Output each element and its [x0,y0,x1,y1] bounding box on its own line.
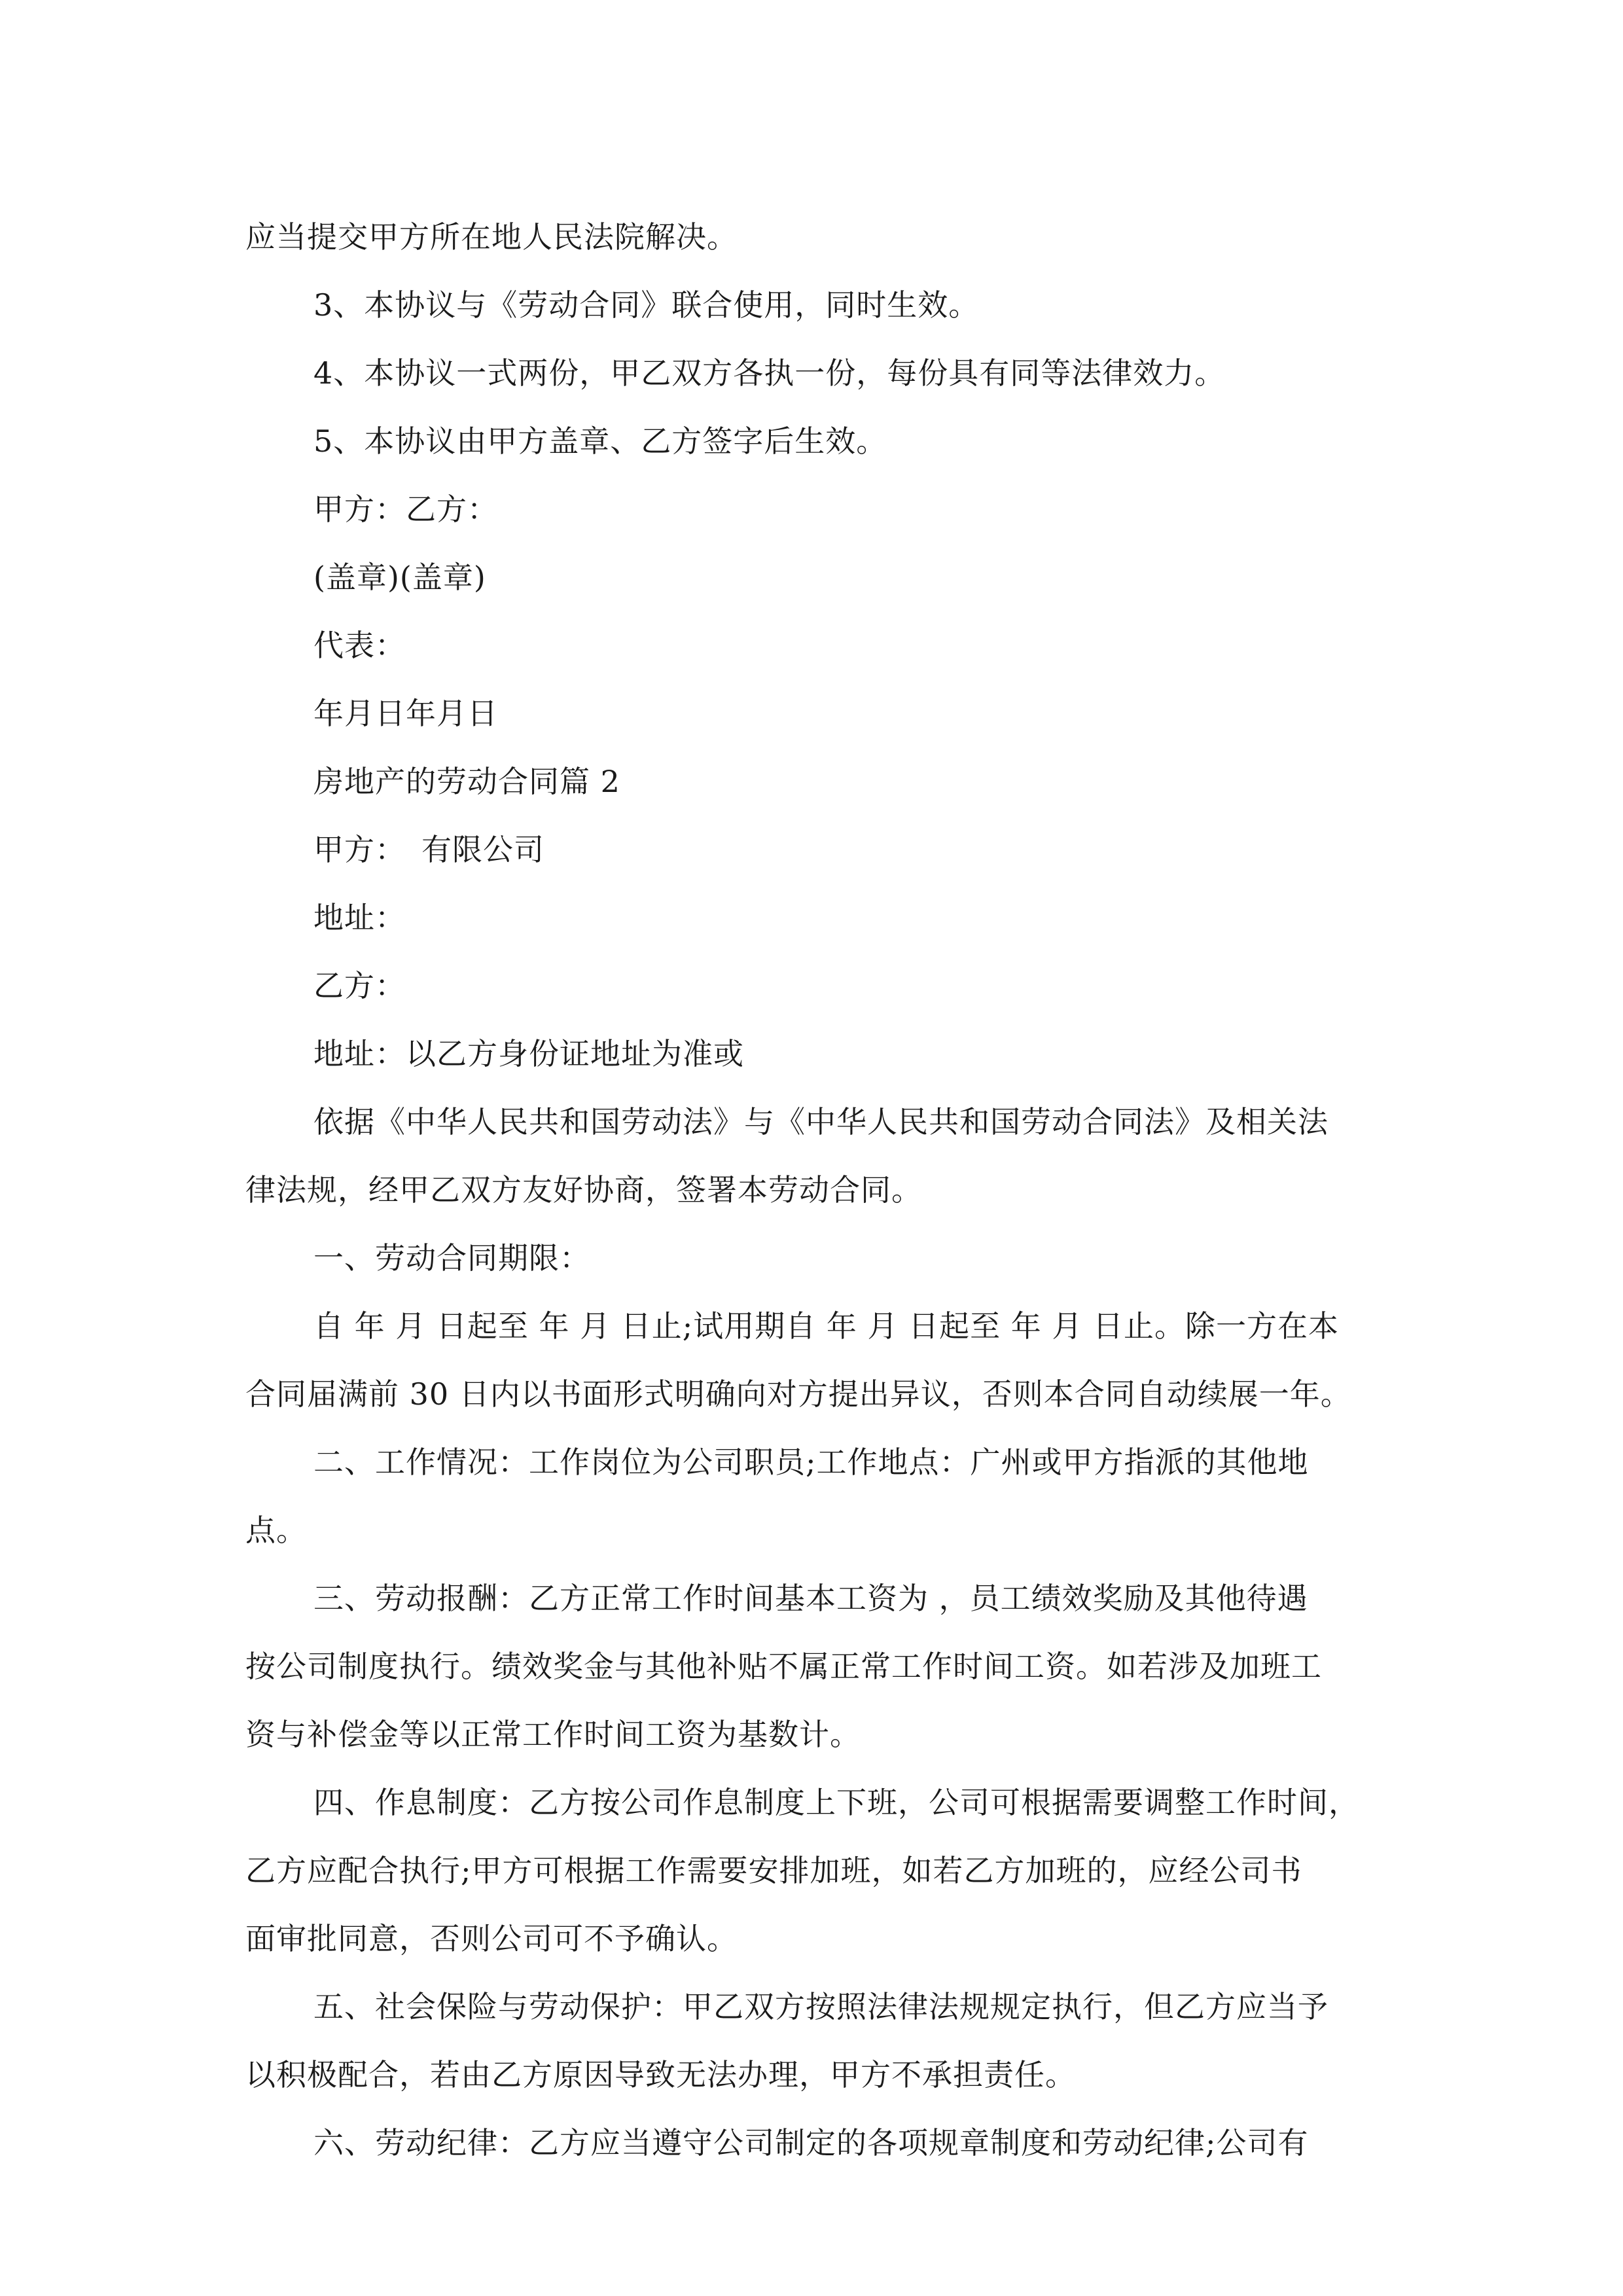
text-line: 地址： [313,900,406,935]
text-line: 五、社会保险与劳动保护：甲乙双方按照法律法规规定执行，但乙方应当予 [313,1989,1329,2024]
text-line: 六、劳动纪律：乙方应当遵守公司制定的各项规章制度和劳动纪律;公司有 [313,2125,1309,2161]
text-line: 自 年 月 日起至 年 月 日止;试用期自 年 月 日起至 年 月 日止。除一方在本 [313,1308,1339,1344]
text-line: (盖章)(盖章) [313,560,486,595]
section-heading: 房地产的劳动合同篇 2 [313,764,620,799]
text-line: 甲方：乙方： [313,492,498,527]
text-line: 应当提交甲方所在地人民法院解决。 [245,219,738,255]
text-line: 三、劳动报酬：乙方正常工作时间基本工资为 ，员工绩效奖励及其他待遇 [313,1581,1308,1616]
text-line: 按公司制度执行。绩效奖金与其他补贴不属正常工作时间工资。如若涉及加班工 [245,1649,1322,1684]
text-line: 一、劳动合同期限： [313,1240,590,1276]
document-body [245,203,1378,2177]
text-line: 4、本协议一式两份，甲乙双方各执一份，每份具有同等法律效力。 [313,355,1226,391]
text-line: 合同届满前 30 日内以书面形式明确向对方提出异议，否则本合同自动续展一年。 [245,1376,1351,1412]
text-line: 四、作息制度：乙方按公司作息制度上下班，公司可根据需要调整工作时间， [313,1785,1359,1820]
text-line: 乙方： [313,968,406,1003]
text-line: 甲方： 有限公司 [313,832,544,867]
text-line: 代表： [313,628,406,663]
text-line: 年月日年月日 [313,696,498,731]
text-line: 二、工作情况：工作岗位为公司职员;工作地点：广州或甲方指派的其他地 [313,1444,1309,1480]
text-line: 地址：以乙方身份证地址为准或 [313,1036,744,1071]
text-line: 乙方应配合执行;甲方可根据工作需要安排加班，如若乙方加班的，应经公司书 [245,1853,1302,1888]
text-line: 依据《中华人民共和国劳动法》与《中华人民共和国劳动合同法》及相关法 [313,1104,1329,1139]
text-line: 5、本协议由甲方盖章、乙方签字后生效。 [313,423,887,459]
text-line: 资与补偿金等以正常工作时间工资为基数计。 [245,1717,861,1752]
text-line: 面审批同意，否则公司可不予确认。 [245,1921,738,1956]
text-line: 点。 [245,1513,307,1548]
text-line: 律法规，经甲乙双方友好协商，签署本劳动合同。 [245,1172,922,1208]
text-line: 以积极配合，若由乙方原因导致无法办理，甲方不承担责任。 [245,2057,1076,2092]
text-line: 3、本协议与《劳动合同》联合使用，同时生效。 [313,287,980,323]
